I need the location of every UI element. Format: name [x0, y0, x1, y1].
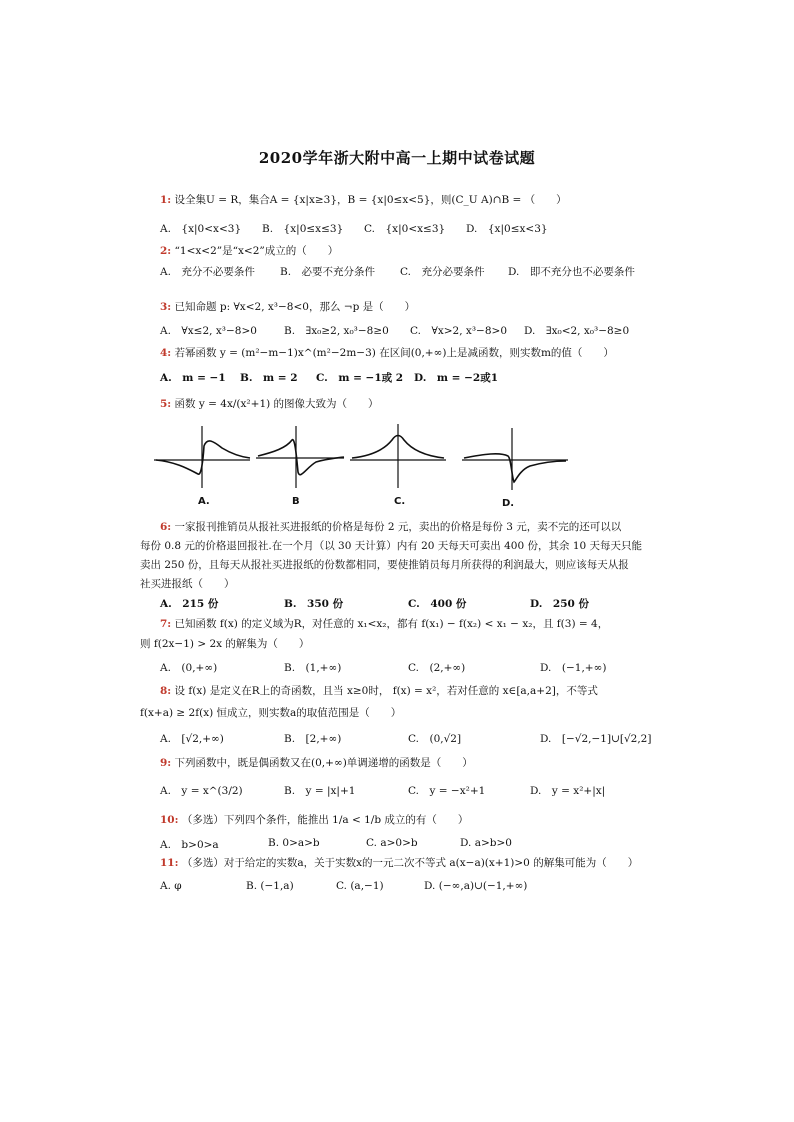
option-b[interactable]: B. (1,+∞)	[284, 662, 342, 674]
option-c[interactable]: C. a>0>b	[366, 837, 418, 849]
question-number: 5:	[160, 398, 172, 410]
option-a[interactable]: A. m = −1	[160, 372, 226, 384]
question-4	[160, 346, 614, 360]
question-text: “1<x<2”是“x<2”成立的（ ）	[174, 245, 339, 257]
option-d[interactable]: D. 即不充分也不必要条件	[508, 266, 635, 278]
question-6-line-3: 卖出 250 份，且每天从报社买进报纸的份数都相同，要使推销员每月所获得的利润最大，则应该每天从报	[140, 559, 629, 571]
graph-d-plot	[460, 424, 570, 494]
question-number: 11:	[160, 857, 179, 869]
question-text: （多选）下列四个条件，能推出 1/a < 1/b 成立的有（ ）	[181, 814, 469, 826]
graph-c[interactable]	[348, 420, 448, 507]
option-b[interactable]: B. [2,+∞)	[284, 733, 342, 745]
option-b[interactable]: B. 0>a>b	[268, 837, 320, 849]
option-c[interactable]: C. ∀x>2, x³−8>0	[410, 325, 507, 337]
option-d[interactable]: D. y = x²+|x|	[530, 785, 606, 797]
option-b[interactable]: B. {x|0≤x≤3}	[262, 223, 344, 235]
option-b[interactable]: B. 必要不充分条件	[280, 266, 376, 278]
graph-a-plot	[152, 422, 252, 492]
page-title: 2020学年浙大附中高一上期中试卷试题	[258, 149, 536, 167]
option-c[interactable]: C. (0,√2]	[408, 733, 462, 745]
question-number: 10:	[160, 814, 179, 826]
question-10	[160, 813, 468, 827]
graph-b[interactable]	[254, 422, 346, 507]
question-number: 3:	[160, 301, 172, 313]
option-a[interactable]: A. 充分不必要条件	[160, 266, 255, 278]
option-b[interactable]: B. (−1,a)	[246, 880, 294, 892]
question-11	[160, 856, 638, 870]
graph-d[interactable]	[460, 424, 570, 509]
option-d[interactable]: D. (−∞,a)∪(−1,+∞)	[424, 880, 528, 892]
question-number: 9:	[160, 757, 172, 769]
graph-a[interactable]	[152, 422, 252, 507]
option-a[interactable]: A. (0,+∞)	[160, 662, 218, 674]
question-text: 函数 y = 4x/(x²+1) 的图像大致为（ ）	[174, 398, 379, 410]
option-a[interactable]: A. {x|0<x<3}	[160, 223, 242, 235]
question-number: 7:	[160, 618, 172, 630]
question-text: 已知函数 f(x) 的定义域为R，对任意的 x₁<x₂，都有 f(x₁) − f(x₂) < x₁ − x₂，且 f(3) = 4，	[174, 618, 609, 630]
option-c[interactable]: C. {x|0<x≤3}	[364, 223, 446, 235]
question-6-line-4: 社买进报纸（ ）	[140, 578, 235, 590]
graph-c-plot	[348, 420, 448, 492]
question-text: 设 f(x) 是定义在R上的奇函数，且当 x≥0时， f(x) = x²，若对任意的 x∈[a,a+2]，不等式	[174, 685, 598, 697]
question-9	[160, 756, 473, 770]
graph-a-label: A.	[198, 496, 210, 507]
question-text: （多选）对于给定的实数a，关于实数x的一元二次不等式 a(x−a)(x+1)>0 的解集可能为（ ）	[181, 857, 639, 869]
question-text: 已知命题 p: ∀x<2, x³−8<0，那么 ¬p 是（ ）	[174, 301, 416, 313]
option-a[interactable]: A. 215 份	[160, 598, 219, 610]
option-d[interactable]: D. (−1,+∞)	[540, 662, 607, 674]
option-c[interactable]: C. y = −x²+1	[408, 785, 486, 797]
option-b[interactable]: B. m = 2	[240, 372, 298, 384]
option-a[interactable]: A. ∀x≤2, x³−8>0	[160, 325, 257, 337]
question-6-line-2: 每份 0.8 元的价格退回报社.在一个月（以 30 天计算）内有 20 天每天可卖出 400 份，其余 10 天每天只能	[140, 540, 643, 552]
option-b[interactable]: B. 350 份	[284, 598, 344, 610]
question-3	[160, 300, 415, 314]
option-d[interactable]: D. 250 份	[530, 598, 589, 610]
option-a[interactable]: A. y = x^(3/2)	[160, 785, 243, 797]
question-1	[160, 193, 567, 207]
option-c[interactable]: C. (2,+∞)	[408, 662, 466, 674]
option-a[interactable]: A. b>0>a	[160, 839, 219, 851]
question-8-line-1	[160, 684, 598, 698]
question-number: 6:	[160, 521, 172, 533]
option-b[interactable]: B. y = |x|+1	[284, 785, 356, 797]
question-number: 1:	[160, 194, 172, 206]
question-2	[160, 244, 338, 258]
graph-b-label: B	[292, 496, 300, 507]
option-d[interactable]: D. {x|0≤x<3}	[466, 223, 548, 235]
question-text: 若幂函数 y = (m²−m−1)x^(m²−2m−3) 在区间(0,+∞)上是减函数，则实数m的值（ ）	[174, 347, 614, 359]
question-7-line-2: 则 f(2x−1) > 2x 的解集为（ ）	[140, 638, 310, 650]
question-number: 2:	[160, 245, 172, 257]
option-d[interactable]: D. m = −2或1	[414, 372, 499, 384]
question-number: 4:	[160, 347, 172, 359]
option-c[interactable]: C. 400 份	[408, 598, 467, 610]
question-8-line-2: f(x+a) ≥ 2f(x) 恒成立，则实数a的取值范围是（ ）	[140, 707, 402, 719]
option-a[interactable]: A. [√2,+∞)	[160, 733, 224, 745]
option-c[interactable]: C. (a,−1)	[336, 880, 384, 892]
graph-d-label: D.	[502, 498, 515, 509]
graph-b-plot	[254, 422, 346, 492]
question-7-line-1	[160, 617, 608, 631]
question-text: 一家报刊推销员从报社买进报纸的价格是每份 2 元，卖出的价格是每份 3 元，卖不完的还可以以	[174, 521, 622, 533]
graph-c-label: C.	[394, 496, 406, 507]
option-d[interactable]: D. ∃x₀<2, x₀³−8≥0	[524, 325, 630, 337]
option-c[interactable]: C. 充分必要条件	[400, 266, 485, 278]
question-5	[160, 397, 379, 411]
question-text: 设全集U = R，集合A = {x|x≥3}，B = {x|0≤x<5}，则(C_U A)∩B = （ ）	[174, 194, 567, 206]
question-number: 8:	[160, 685, 172, 697]
option-d[interactable]: D. a>b>0	[460, 837, 512, 849]
option-b[interactable]: B. ∃x₀≥2, x₀³−8≥0	[284, 325, 389, 337]
question-6-line-1	[160, 520, 621, 534]
question-text: 下列函数中，既是偶函数又在(0,+∞)单调递增的函数是（ ）	[174, 757, 473, 769]
option-c[interactable]: C. m = −1或 2	[316, 372, 404, 384]
option-a[interactable]: A. φ	[160, 880, 182, 892]
option-d[interactable]: D. [−√2,−1]∪[√2,2]	[540, 733, 652, 745]
